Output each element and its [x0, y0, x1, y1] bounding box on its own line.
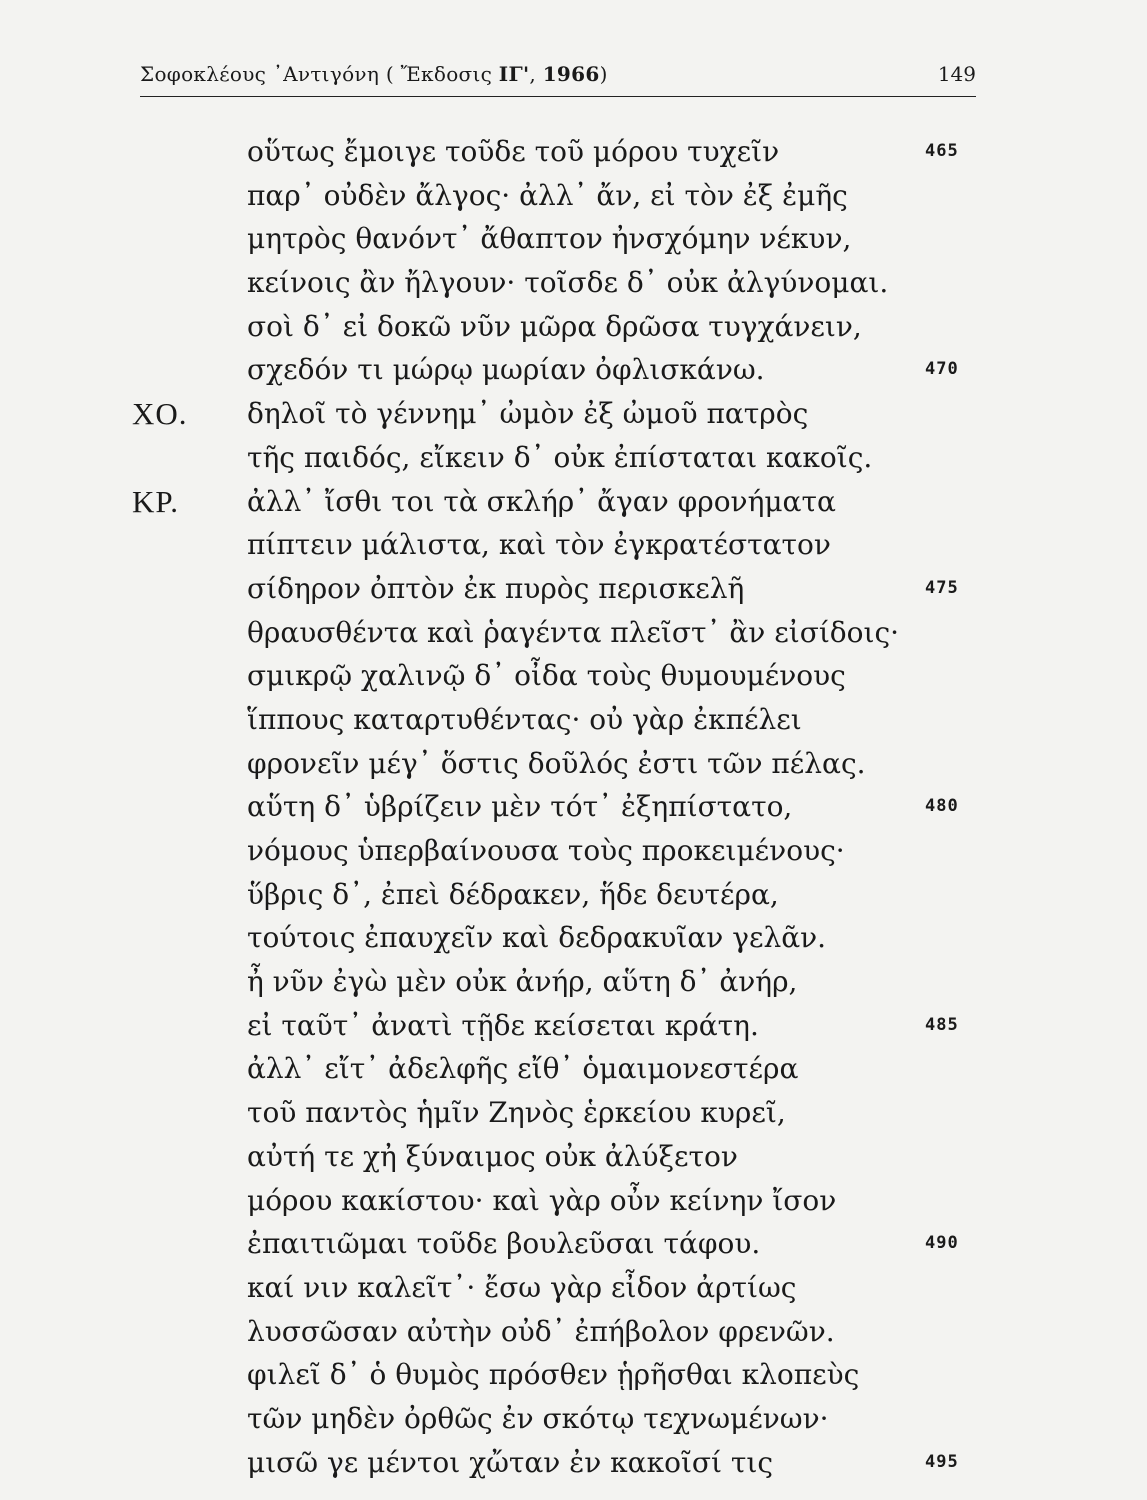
verse-text: σοὶ δ᾿ εἰ δοκῶ νῦν μῶρα δρῶσα τυγχάνειν,: [247, 309, 862, 343]
line-number: 475: [925, 577, 959, 598]
verse-line: [0, 1091, 1147, 1135]
verse-text: μισῶ γε μέντοι χὤταν ἐν κακοῖσί τις: [247, 1445, 774, 1479]
verse-line: [0, 436, 1147, 480]
verse-text: μητρὸς θανόντ᾿ ἄθαπτον ἠνσχόμην νέκυν,: [247, 222, 852, 256]
speaker-label: ΚΡ.: [132, 483, 179, 519]
verse-line: [0, 742, 1147, 786]
line-number: 465: [925, 141, 959, 161]
line-number: 480: [925, 796, 959, 817]
verse-line: [0, 916, 1147, 960]
verse-line: [0, 217, 1147, 261]
verse-text: θραυσθέντα καὶ ῥαγέντα πλεῖστ᾿ ἂν εἰσίδοις·: [247, 615, 900, 649]
verse-line: [0, 1397, 1147, 1441]
verse-text: λυσσῶσαν αὐτὴν οὐδ᾿ ἐπήβολον φρενῶν.: [247, 1314, 835, 1348]
verse-text: πίπτειν μάλιστα, καὶ τὸν ἐγκρατέστατον: [247, 528, 831, 562]
verse-text: τῶν μηδὲν ὀρθῶς ἐν σκότῳ τεχνωμένων·: [247, 1401, 829, 1435]
verse-text: ἀλλ᾿ ἴσθι τοι τὰ σκλήρ᾿ ἄγαν φρονήματα: [247, 484, 836, 518]
verse-line: [0, 698, 1147, 742]
verse-line: [0, 348, 1147, 392]
verse-line: [0, 523, 1147, 567]
verse-text: νόμους ὑπερβαίνουσα τοὺς προκειμένους·: [247, 834, 845, 867]
verse-text: ἵππους καταρτυθέντας· οὐ γὰρ ἐκπέλει: [247, 702, 802, 736]
title-year: 1966: [542, 62, 600, 86]
verse-text: αὕτη δ᾿ ὑβρίζειν μὲν τότ᾿ ἐξηπίστατο,: [247, 790, 793, 824]
line-number: 490: [925, 1233, 959, 1254]
verse-line: [0, 1179, 1147, 1223]
page-number: 149: [937, 62, 976, 86]
running-title: [140, 62, 608, 86]
verse-text: τοῦ παντὸς ἡμῖν Ζηνὸς ἑρκείου κυρεῖ,: [247, 1096, 786, 1130]
header-rule: [140, 96, 976, 97]
verse-line: [0, 1266, 1147, 1310]
verse-line: [0, 130, 1147, 174]
verse-text: φρονεῖν μέγ᾿ ὅστις δοῦλός ἐστι τῶν πέλας.: [247, 746, 866, 780]
verse-line: [0, 567, 1147, 611]
verse-line: [0, 1441, 1147, 1485]
verse-line: [0, 305, 1147, 349]
verse-text: αὐτή τε χἠ ξύναιμος οὐκ ἀλύξετον: [247, 1139, 738, 1173]
verse-line: [0, 829, 1147, 873]
page-header: [140, 58, 976, 98]
verse-text: ὕβρις δ᾿, ἐπεὶ δέδρακεν, ἥδε δευτέρα,: [247, 877, 779, 911]
line-number: 495: [925, 1451, 959, 1472]
verse-text: σχεδόν τι μώρῳ μωρίαν ὀφλισκάνω.: [247, 353, 765, 387]
title-edition: ΙΓ': [498, 62, 530, 86]
verse-text: ἀλλ᾿ εἴτ᾿ ἀδελφῆς εἴθ᾿ ὁμαιμονεστέρα: [247, 1052, 799, 1086]
verse-line: [0, 1353, 1147, 1397]
verse-text: μόρου κακίστου· καὶ γὰρ οὖν κείνην ἴσον: [247, 1183, 837, 1217]
verse-line: [0, 392, 1147, 436]
title-separator: ,: [529, 62, 543, 86]
verse-line: [0, 785, 1147, 829]
verse-line: [0, 174, 1147, 218]
verse-text: ἦ νῦν ἐγὼ μὲν οὐκ ἀνήρ, αὕτη δ᾿ ἀνήρ,: [247, 965, 798, 999]
verse-text: ἐπαιτιῶμαι τοῦδε βουλεῦσαι τάφου.: [247, 1227, 761, 1261]
verse-line: [0, 873, 1147, 917]
line-number: 485: [925, 1014, 959, 1035]
verse-line: [0, 960, 1147, 1004]
verse-text: παρ᾿ οὐδὲν ἄλγος· ἀλλ᾿ ἄν, εἰ τὸν ἐξ ἐμῆς: [247, 178, 848, 212]
verse-line: [0, 480, 1147, 524]
verse-line: [0, 611, 1147, 655]
speaker-label: ΧΟ.: [132, 396, 188, 432]
verse-text: καί νιν καλεῖτ᾿· ἔσω γὰρ εἶδον ἀρτίως: [247, 1270, 797, 1304]
verse-block: [0, 130, 1147, 1484]
verse-text: φιλεῖ δ᾿ ὁ θυμὸς πρόσθεν ᾑρῆσθαι κλοπεὺς: [247, 1358, 860, 1392]
verse-text: τῆς παιδός, εἴκειν δ᾿ οὐκ ἐπίσταται κακοῖς.: [247, 440, 873, 474]
verse-text: εἰ ταῦτ᾿ ἀνατὶ τῇδε κείσεται κράτη.: [247, 1008, 759, 1042]
verse-line: [0, 1047, 1147, 1091]
verse-line: [0, 1222, 1147, 1266]
title-close: ): [599, 62, 608, 86]
title-author-work: Σοφοκλέους ᾿Αντιγόνη ( Ἔκδοσις: [140, 62, 499, 86]
verse-text: κείνοις ἂν ἤλγουν· τοῖσδε δ᾿ οὐκ ἀλγύνομαι.: [247, 266, 889, 300]
line-number: 470: [925, 359, 959, 380]
verse-text: οὕτως ἔμοιγε τοῦδε τοῦ μόρου τυχεῖν: [247, 135, 780, 168]
verse-text: τούτοις ἐπαυχεῖν καὶ δεδρακυῖαν γελᾶν.: [247, 921, 827, 955]
verse-text: σίδηρον ὀπτὸν ἐκ πυρὸς περισκελῆ: [247, 571, 745, 605]
verse-line: [0, 1310, 1147, 1354]
verse-line: [0, 1004, 1147, 1048]
verse-text: σμικρῷ χαλινῷ δ᾿ οἶδα τοὺς θυμουμένους: [247, 659, 846, 693]
verse-text: δηλοῖ τὸ γέννημ᾿ ὠμὸν ἐξ ὠμοῦ πατρὸς: [247, 397, 809, 431]
verse-line: [0, 1135, 1147, 1179]
verse-line: [0, 654, 1147, 698]
verse-line: [0, 261, 1147, 305]
